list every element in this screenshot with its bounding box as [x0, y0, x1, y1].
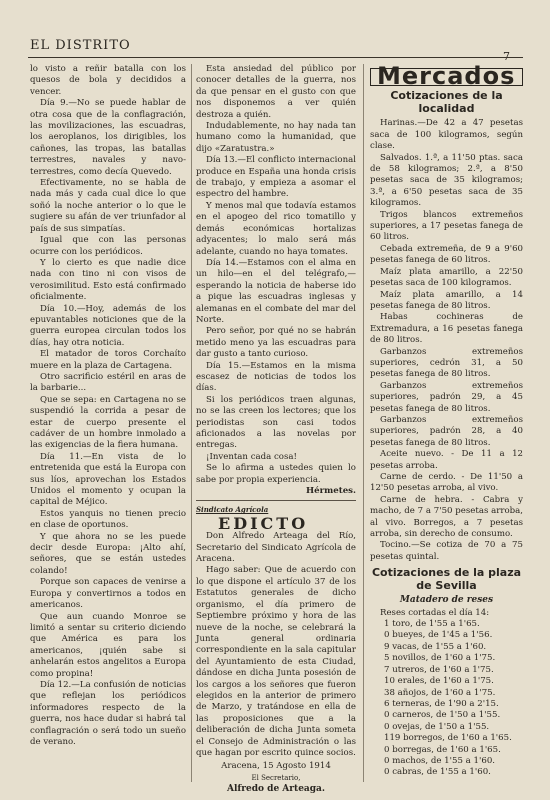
list-item: 10 erales, de 1'60 a 1'75.: [384, 676, 494, 687]
list-item: 7 utreros, de 1'60 a 1'75.: [384, 664, 494, 675]
price-entry: Garbanzos extremeños superiores, padrón 29, a 45 pesetas fanega de 80 litros.: [370, 380, 523, 414]
signer-role: El Secretario,: [251, 773, 301, 782]
paragraph: Porque son capaces de venirse a Europa y convertirnos a todos en americanos.: [30, 577, 186, 611]
mercados-heading: Mercados: [370, 68, 523, 86]
price-entry: Carne de hebra. - Cabra y macho, de 7 a 7'50 pesetas arroba, al vivo. Borregos, a 7 pesetas arroba, sin derecho de consumo.: [370, 494, 523, 540]
list-item: 0 ovejas, de 1'50 a 1'55.: [384, 721, 490, 732]
list-item: 1 toro, de 1'55 a 1'65.: [384, 619, 480, 630]
signer-name: Alfredo de Arteaga.: [226, 784, 326, 795]
list-item: 5 novillos, de 1'60 a 1'75.: [384, 653, 496, 664]
paragraph: Día 15.—Estamos en la misma escasez de noticias de todos los días.: [196, 360, 356, 394]
list-item: 9 vacas, de 1'55 a 1'60.: [384, 641, 487, 652]
column-3: [370, 62, 523, 779]
header-rule: [28, 57, 523, 58]
price-entry: Maíz plata amarillo, a 14 pesetas fanega de 80 litros.: [370, 289, 523, 311]
paragraph: Efectivamente, no se habla de nada más y cada cual dice lo que soñó la noche anterior o lo que le sugiere su afán de ver triunfador al país de sus simpatías.: [30, 178, 186, 234]
paragraph: Y lo cierto es que nadie dice nada con tino ni con visos de verosimilitud. Esto está confirmado oficialmente.: [30, 257, 186, 303]
column-divider: [363, 64, 364, 782]
paragraph: Día 9.—No se puede hablar de otra cosa que de la conflagración, las movilizaciones, las escuadras, los aeroplanos, los dirigibles, los cañones, las tropas, las batallas terrestres, navales y navo-terrestres, como decía Quevedo.: [30, 98, 186, 177]
sevilla-prices-heading: Cotizaciones de la plaza de Sevilla: [371, 566, 522, 593]
local-prices-heading: Cotizaciones de la localidad: [390, 89, 503, 116]
price-entry: Garbanzos extremeños superiores, padrón 28, a 40 pesetas fanega de 80 litros.: [370, 414, 523, 448]
paragraph: Estos yanquis no tienen precio en clase de oportunos.: [30, 508, 186, 531]
list-item: 0 machos, de 1'55 a 1'60.: [384, 755, 496, 766]
dateline: Aracena, 15 Agosto 1914: [221, 761, 331, 772]
divider: [196, 500, 356, 501]
list-item: 0 cabras, de 1'55 a 1'60.: [384, 767, 491, 778]
list-item: 0 borregas, de 1'60 a 1'65.: [384, 744, 501, 755]
paragraph: Día 11.—En vista de lo entretenida que está la Europa con sus líos, aprovechan los Estados Unidos el momento y ocupan la capital de Méjico.: [30, 451, 186, 508]
price-entry: Habas cochineras de Extremadura, a 16 pesetas fanega de 80 litros.: [370, 312, 523, 346]
paragraph: Y menos mal que todavía estamos en el apogeo del rico tomatillo y demás económicas hortalizas adyacentes; lo malo será más adelante, cuando no haya tomates.: [196, 200, 356, 257]
paragraph: Don Alfredo Arteaga del Río, Secretario del Sindicato Agrícola de Aracena.: [196, 531, 356, 565]
list-item: 38 añojos, de 1'60 a 1'75.: [384, 687, 496, 698]
price-entry: Tocino.—Se cotiza de 70 a 75 pesetas quintal.: [370, 540, 523, 562]
paragraph: Esta ansiedad del público por conocer detalles de la guerra, nos da que pensar en el gusto con que nos disponemos a ver quién destroza a quién.: [196, 64, 356, 120]
list-item: 119 borregos, de 1'60 a 1'65.: [384, 733, 512, 744]
list-item: 0 bueyes, de 1'45 a 1'56.: [384, 630, 493, 641]
list-item: 6 terneras, de 1'90 a 2'15.: [384, 698, 499, 709]
paragraph: ¡Inventan cada cosa!: [206, 451, 297, 462]
column-2: [196, 64, 356, 796]
paragraph: Se lo afirma a ustedes quien lo sabe por propia experiencia.: [196, 463, 356, 485]
paragraph: Día 13.—El conflicto internacional produce en España una honda crisis de trabajo, y empieza a asomar el espectro del hambre.: [196, 155, 356, 200]
paragraph: Pero señor, por qué no se habrán metido meno ya las escuadras para dar gusto a tanto curioso.: [196, 326, 356, 360]
edicto-heading: EDICTO: [218, 513, 309, 533]
price-entry: Harinas.—De 42 a 47 pesetas saca de 100 kilogramos, según clase.: [370, 118, 523, 152]
price-entry: Cebada extremeña, de 9 a 9'60 pesetas fanega de 60 litros.: [370, 243, 523, 266]
section-label: Sindicato Agrícola: [196, 505, 269, 515]
paragraph: Día 12.—La confusión de noticias que reflejan los periódicos informadores respecto de la guerra, nos hace dudar si habrá tal conflagración o será todo un sueño de verano.: [30, 679, 186, 747]
page-number: 7: [503, 50, 510, 63]
signature: Hérmetes.: [306, 486, 356, 497]
paragraph: El matador de toros Corchaíto muere en la plaza de Cartagena.: [30, 349, 186, 371]
column-1: [30, 64, 186, 748]
paragraph: Otro sacrificio estéril en aras de la barbarie...: [30, 371, 186, 394]
paragraph: lo visto a reñir batalla con los quesos de bola y decididos a vencer.: [30, 64, 186, 97]
paragraph: Que se sepa: en Cartagena no se suspendió la corrida a pesar de estar de cuerpo presente el cadáver de un hombre inmolado a las exigencias de la fiera humana.: [30, 394, 186, 451]
paragraph: Y que ahora no se les puede decir desde Europa: ¡Alto ahí, señores, que se están ustedes colando!: [30, 531, 186, 576]
price-entry: Salvados. 1.ª, a 11'50 ptas. saca de 58 kilogramos; 2.ª, a 8'50 pesetas saca de 35 kilogramos; 3.ª, a 6'50 pesetas saca de 35 kilogramos.: [370, 152, 523, 209]
paragraph: Que aun cuando Monroe se limitó a sentar su criterio diciendo que América es para los americanos, ¡quién sabe si anhelarán estos angelitos a Europa como propina!: [30, 611, 186, 679]
paragraph: Igual que con las personas ocurre con los periódicos.: [30, 235, 186, 257]
matadero-subheading: Matadero de reses: [399, 595, 494, 606]
paragraph: Si los periódicos traen algunas, no se las creen los lectores; que los periodistas son casi todos aficionados a las novelas por entregas.: [196, 394, 356, 451]
newspaper-title: EL DISTRITO: [30, 38, 131, 53]
column-divider: [191, 64, 192, 782]
price-entry: Aceite nuevo. - De 11 a 12 pesetas arroba.: [370, 449, 523, 471]
paragraph: Indudablemente, no hay nada tan humano como la humanidad, que dijo «Zaratustra.»: [196, 121, 356, 154]
reses-list: [370, 619, 523, 779]
price-entry: Maíz plata amarillo, a 22'50 pesetas saca de 100 kilogramos.: [370, 266, 523, 289]
reses-intro: Reses cortadas el día 14:: [380, 607, 490, 618]
price-entry: Garbanzos extremeños superiores, cedrón 31, a 50 pesetas fanega de 80 litros.: [370, 346, 523, 380]
paragraph: Día 10.—Hoy, además de los epuvantables noticiones que de la guerra europea circulan todos los días, hay otra noticia.: [30, 303, 186, 348]
price-entry: Carne de cerdo. - De 11'50 a 12'50 pesetas arroba, al vivo.: [370, 472, 523, 494]
price-entry: Trigos blancos extremeños superiores, a 17 pesetas fanega de 60 litros.: [370, 209, 523, 243]
list-item: 0 carneros, de 1'50 a 1'55.: [384, 710, 501, 721]
paragraph: Día 14.—Estamos con el alma en un hilo—en el del telégrafo,—esperando la noticia de haberse ido a pique las escuadras inglesas y alemanas en el combate del mar del Norte.: [196, 257, 356, 325]
paragraph: Hago saber: Que de acuerdo con lo que dispone el artículo 37 de los Estatutos generales de dicho organismo, el día primero de Septiembre próximo y hora de las nueve de la noche, se celebrará la Junta general ordinaria correspondiente en la sala capitular del Ayuntamiento de esta Ciudad, dándose en dicha Junta posesión de los cargos a los señores que fueron elegidos en la anterior de primero de Marzo, y tratándose en ella de las proposiciones que a la deliberación de dicha Junta someta el Consejo de Administración o las que hagan por escrito quince socios.: [196, 565, 356, 758]
